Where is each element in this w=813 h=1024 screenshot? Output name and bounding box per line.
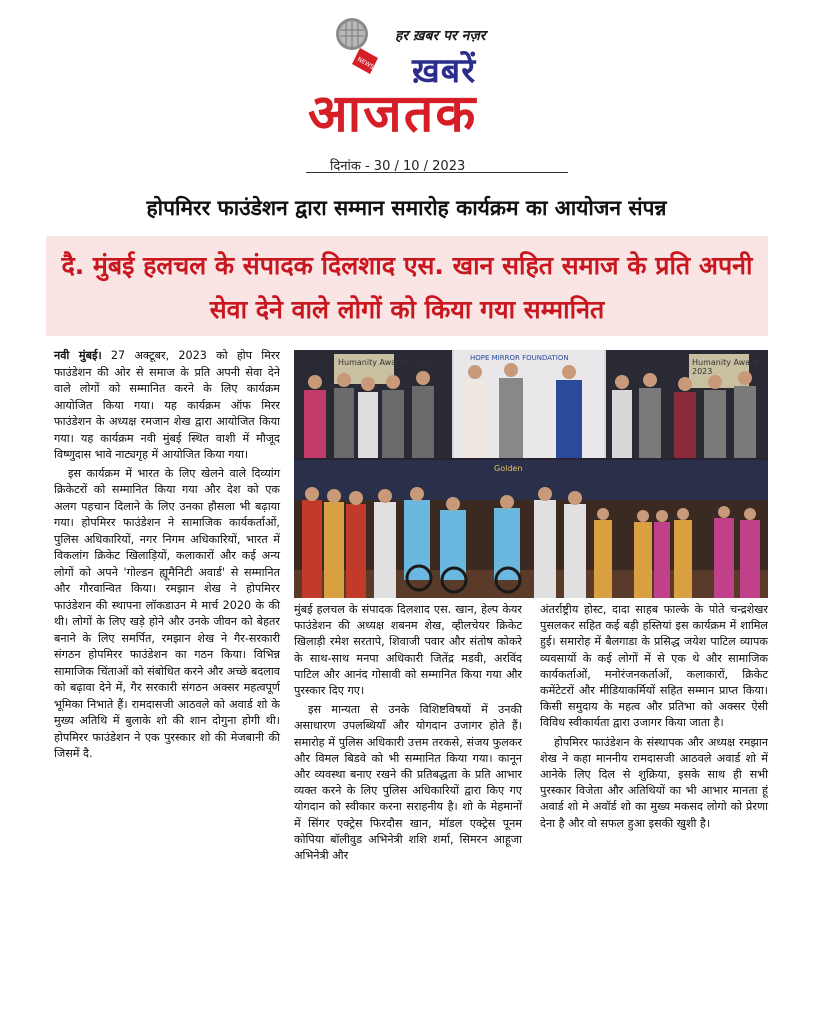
event-photo — [294, 350, 768, 598]
date-line: दिनांक - 30 / 10 / 2023 — [330, 159, 466, 174]
article-column-2 — [294, 602, 522, 867]
brand-khabrein: ख़बरें — [412, 51, 477, 91]
microphone-icon — [330, 14, 394, 78]
svg-text:NEWS: NEWS — [355, 55, 376, 71]
photo-top-strip — [294, 350, 768, 458]
headline-secondary: दै. मुंबई हलचल के संपादक दिलशाद एस. खान सहित समाज के प्रति अपनी सेवा देने वाले लोगों को किया गया सम्मानित — [61, 251, 753, 324]
paragraph-text: 27 अक्टूबर, 2023 को होप मिरर फाउंडेशन की ओर से समाज के प्रति अपनी सेवा देने वाले लोगों को सम्मानित करने के लिए कार्यक्रम आयोजित किया गया। यह कार्यक्रम ऑफ मिरर फाउंडेशन के अध्यक्ष रमजान शेख द्वारा आयोजित किया गया। यह कार्यक्रम नवी मुंबई स्थित वाशी में मौजूद विष्णुदास भावे नाट्यगृह में आयोजित किया गया। — [54, 349, 280, 461]
paragraph: मुंबई हलचल के संपादक दिलशाद एस. खान, हेल्प केयर फाउंडेशन की अध्यक्ष शबनम शेख, व्हीलचेयर क्रिकेट खिलाड़ी रमेश सरतापे, शिवाजी पवार और संतोष कोकरे के साथ-साथ मनपा अधिकारी जितेंद्र मडवी, अरविंद पाटिल और आनंद गोसावी को सम्मानित किया गया और पुरस्कार दिए गए। — [294, 603, 522, 698]
paragraph: इस मान्यता से उनके विशिष्टविषयों में उनकी असाधारण उपलब्धियाँ और योगदान उजागर होते हैं। समारोह में पुलिस अधिकारी उत्तम तरकसे, संजय फुलकर और विमल बिडवे को भी सम्मानित किया गया। कानून और व्यवस्था बनाए रखने की प्रतिबद्धता के प्रति आभार व्यक्त करने के लिए पुलिस अधिकारियों द्वारा किए गए योगदान को स्वीकार करना सराहनीय है। शो के मेहमानों में सिंगर एक्ट्रेस फिरदौस खान, मॉडल एक्ट्रेस पूनम कोपिया बॉलीवुड अभिनेत्री शशि शर्मा, सिमरन आहूजा अभिनेत्री और — [294, 703, 522, 863]
dateline-lead: नवी मुंबई। — [54, 349, 102, 362]
paragraph: इस कार्यक्रम में भारत के लिए खेलने वाले दिव्यांग क्रिकेटरों को सम्मानित किया गया और देश को एक अलग पहचान दिलाने के लिए उनका हौसला भी बढ़ाया गया। होपमिरर फाउंडेशन ने सामाजिक कार्यकर्ताओं, पुलिस अधिकारियों, नगर निगम अधिकारियों, भारत में विकलांग क्रिकेट खिलाड़ियों, कलाकारों और कई अन्य लोगों को अपने 'गोल्डन ह्यूमैनिटी अवार्ड' से सम्मानित और गौरवान्वित किया। रमझान शेख ने होपमिरर फाउंडेशन की स्थापना लॉकडाउन मे मार्च 2020 के की थी। लोगों के लिए खड़े होने और उनके जीवन को बेहतर बनाने के लिए समर्पित, रमझान शेख ने गैर-सरकारी संगठन होपमिरर फाउंडेशन का गठन किया। विभिन्न सामाजिक चिंताओं को संबोधित करने और अच्छे बदलाव को बढ़ावा देने में, गैर सरकारी संगठन अक्सर महत्वपूर्ण भूमिका निभाते हैं। रामदासजी आठवले को अवार्ड शो के मुख्य अतिथि में बुलाके शो की शान दोगुना होगी थी। होपमिरर फाउंडेशन ने एक पुरस्कार शो की मेजबानी की जिसमें दै. — [54, 466, 280, 760]
date-divider — [306, 172, 568, 173]
headline-primary: होपमिरर फाउंडेशन द्वारा सम्मान समारोह कार्यक्रम का आयोजन संपन्न — [146, 196, 667, 220]
paragraph: अंतर्राष्ट्रीय होस्ट, दादा साहब फाल्के के पोते चन्द्रशेखर पुसलकर सहित कई बड़ी हस्तियां इस कार्यक्रम में शामिल हुई। समारोह में बैलगाडा के प्रसिद्ध जयेश पाटिल व्यापक व्यवसायों के कई लोगों में से एक थे और सामाजिक कार्यकर्ताओं, मनोरंजनकर्ताओं, कलाकारों, क्रिकेट कमेंटेटरों और मीडियाकर्मियों सहित सम्मान प्राप्त किया। किसी समुदाय के महत्व और प्रतिभा को अक्सर ऐसी विविध स्वीकार्यता द्वारा उजागर किया जाता है। — [540, 603, 768, 730]
tagline: हर ख़बर पर नज़र — [395, 28, 486, 44]
paragraph: होपमिरर फाउंडेशन के संस्थापक और अध्यक्ष रमझान शेख ने कहा माननीय रामदासजी आठवले अवार्ड शो में आनेके लिए दिल से शुक्रिया, इसके साथ ही सभी पुरस्कार विजेता और अतिथियों का भी आभार मानता हूं अवार्ड शो मे अवॉर्ड शो का मुख्य मकसद लोगो को प्रेरणा देना है और वो सफल हुआ इसकी खुशी है। — [540, 735, 768, 830]
masthead — [300, 8, 560, 148]
photo-bottom-scene — [294, 460, 768, 598]
banner-text: Humanity Awards 2023 — [338, 358, 432, 367]
banner-text: Golden — [494, 464, 523, 473]
brand-aajtak: आजतक — [308, 84, 478, 144]
photo-bottom-strip — [294, 460, 768, 598]
banner-text: Humanity Award 2023 — [692, 358, 759, 376]
banner-text: HOPE MIRROR FOUNDATION — [470, 354, 569, 362]
article-column-3 — [540, 602, 768, 835]
article-column-1 — [54, 348, 280, 765]
paragraph — [54, 348, 280, 464]
